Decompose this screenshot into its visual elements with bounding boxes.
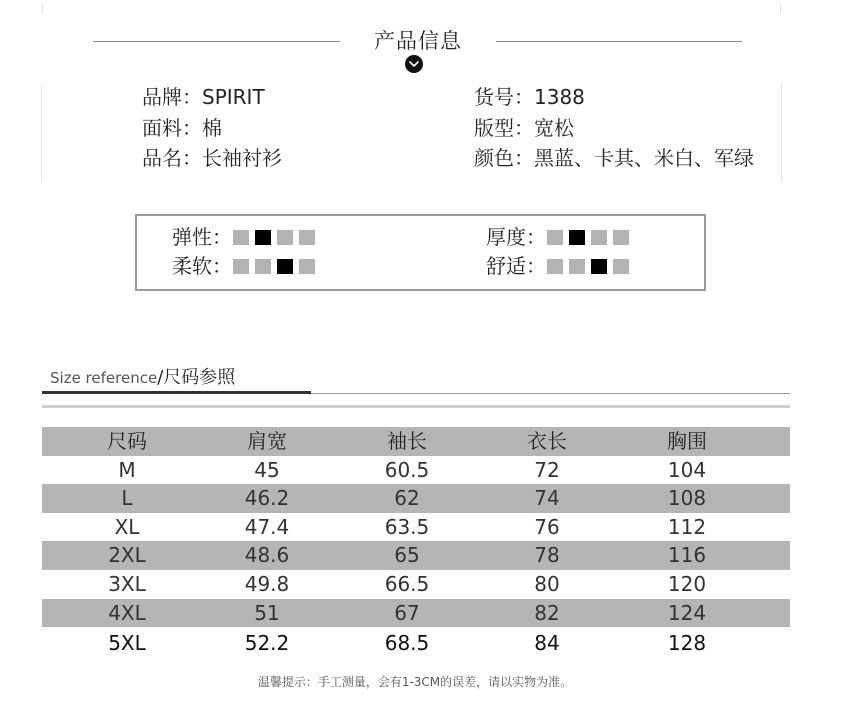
- length-cell: 78: [534, 543, 560, 568]
- length-cell: 84: [534, 631, 560, 656]
- info-fabric: [142, 116, 222, 140]
- shoulder-cell: 52.2: [244, 631, 290, 656]
- table-row: [42, 513, 790, 542]
- heading-underline-accent: [42, 391, 311, 394]
- rating-square: [613, 259, 629, 274]
- chevron-down-icon: [405, 55, 423, 73]
- table-row: [42, 456, 790, 485]
- info-value: 长袖衬衫: [202, 146, 282, 170]
- rating-square-active: [591, 259, 607, 274]
- size-cell: 3XL: [108, 571, 146, 596]
- table-header-row: [42, 427, 790, 456]
- length-cell: 80: [534, 571, 560, 596]
- sleeve-cell: 67: [394, 600, 420, 625]
- table-row: [42, 541, 790, 570]
- info-value: 棉: [202, 116, 222, 140]
- rating-square: [547, 259, 563, 274]
- length-cell: 82: [534, 600, 560, 625]
- rating-square: [591, 230, 607, 245]
- info-value: 黑蓝、卡其、米白、军绿: [534, 146, 754, 170]
- table-row: [42, 599, 790, 628]
- shoulder-cell: 45: [254, 457, 280, 482]
- info-label: 颜色：: [474, 146, 534, 170]
- corner-mark-left: [42, 3, 43, 14]
- corner-mark-right: [780, 3, 781, 14]
- rating-label: 柔软：: [172, 254, 232, 278]
- rating-square: [233, 259, 249, 274]
- rating-square: [299, 259, 315, 274]
- size-reference-zh: /尺码参照: [157, 367, 236, 388]
- info-side-line-left: [41, 85, 42, 182]
- rating-label: 厚度：: [486, 225, 546, 249]
- size-reference-en: Size reference: [50, 369, 158, 387]
- measurement-note: 温馨提示：手工测量，会有1-3CM的误差，请以实物为准。: [257, 675, 573, 689]
- length-cell: 76: [534, 514, 560, 539]
- sleeve-cell: 62: [394, 486, 420, 511]
- shoulder-cell: 51: [254, 600, 280, 625]
- rating-scale: [233, 230, 321, 245]
- chest-cell: 128: [667, 631, 707, 656]
- rating-scale: [547, 259, 635, 274]
- rating-scale: [547, 230, 635, 245]
- chest-cell: 116: [667, 543, 707, 568]
- chest-cell: 124: [667, 600, 707, 625]
- rating-thickness: [486, 226, 635, 248]
- size-cell: XL: [114, 514, 140, 539]
- rating-square: [569, 259, 585, 274]
- size-cell: 2XL: [108, 543, 146, 568]
- rating-square: [277, 230, 293, 245]
- sleeve-cell: 66.5: [384, 571, 430, 596]
- sleeve-cell: 63.5: [384, 514, 430, 539]
- rating-elasticity: [172, 226, 321, 248]
- info-label: 品牌：: [142, 85, 202, 109]
- column-header-size: 尺码: [107, 429, 147, 453]
- rating-label: 舒适：: [486, 254, 546, 278]
- rating-square: [299, 230, 315, 245]
- title-divider-right: [496, 41, 742, 42]
- rating-comfort: [486, 255, 635, 277]
- size-cell: 5XL: [108, 631, 146, 656]
- chest-cell: 112: [667, 514, 707, 539]
- info-colors: [474, 146, 754, 170]
- length-cell: 74: [534, 486, 560, 511]
- info-item-number: [474, 85, 585, 109]
- shoulder-cell: 47.4: [244, 514, 290, 539]
- rating-softness: [172, 255, 321, 277]
- rating-scale: [233, 259, 321, 274]
- table-row: [42, 627, 790, 659]
- size-cell: L: [121, 486, 133, 511]
- rating-square: [255, 259, 271, 274]
- rating-label: 弹性：: [172, 225, 232, 249]
- info-label: 面料：: [142, 116, 202, 140]
- chest-cell: 104: [667, 457, 707, 482]
- shoulder-cell: 49.8: [244, 571, 290, 596]
- rating-square: [547, 230, 563, 245]
- rating-square: [613, 230, 629, 245]
- column-header-length: 衣长: [527, 429, 567, 453]
- table-row: [42, 484, 790, 513]
- title-divider-left: [93, 41, 340, 42]
- chest-cell: 108: [667, 486, 707, 511]
- length-cell: 72: [534, 457, 560, 482]
- sleeve-cell: 60.5: [384, 457, 430, 482]
- chest-cell: 120: [667, 571, 707, 596]
- info-brand: [142, 85, 265, 109]
- section-title: 产品信息: [374, 29, 462, 53]
- info-value: 1388: [534, 85, 585, 109]
- sleeve-cell: 68.5: [384, 631, 430, 656]
- column-header-sleeve: 袖长: [387, 429, 427, 453]
- info-side-line-right: [781, 85, 782, 182]
- size-cell: M: [118, 457, 136, 482]
- table-row: [42, 570, 790, 599]
- info-label: 版型：: [474, 116, 534, 140]
- size-cell: 4XL: [108, 600, 146, 625]
- shoulder-cell: 48.6: [244, 543, 290, 568]
- rating-square: [233, 230, 249, 245]
- rating-square-active: [277, 259, 293, 274]
- section-divider: [42, 405, 790, 408]
- shoulder-cell: 46.2: [244, 486, 290, 511]
- column-header-shoulder: 肩宽: [247, 429, 287, 453]
- info-value: 宽松: [534, 116, 574, 140]
- info-label: 品名：: [142, 146, 202, 170]
- info-fit: [474, 116, 574, 140]
- size-reference-heading: [50, 367, 235, 389]
- info-product-name: [142, 146, 282, 170]
- sleeve-cell: 65: [394, 543, 420, 568]
- column-header-chest: 胸围: [667, 429, 707, 453]
- info-value: SPIRIT: [202, 85, 265, 109]
- rating-square-active: [569, 230, 585, 245]
- size-table: [42, 427, 790, 659]
- rating-square-active: [255, 230, 271, 245]
- info-label: 货号：: [474, 85, 534, 109]
